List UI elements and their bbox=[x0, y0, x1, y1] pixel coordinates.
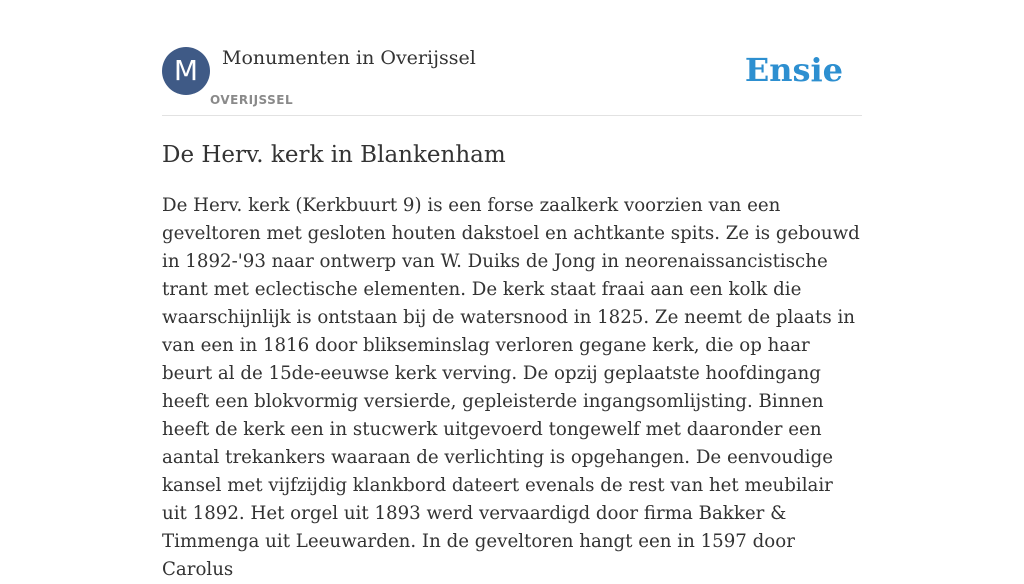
header bbox=[162, 46, 862, 116]
avatar[interactable]: M bbox=[162, 47, 210, 95]
ensie-logo[interactable]: Ensie bbox=[744, 51, 843, 89]
article-body: De Herv. kerk (Kerkbuurt 9) is een forse zaalkerk voorzien van een geveltoren met gesloten houten dakstoel en achtkante spits. Ze is gebouwd in 1892-'93 naar ontwerp van W. Duiks de Jong in neorenaissancistische trant met eclectische elementen. De kerk staat fraai aan een kolk die waarschijnlijk is ontstaan bij de watersnood in 1825. Ze neemt de plaats in van een in 1816 door blikseminslag verloren gegane kerk, die op haar beurt al de 15de-eeuwse kerk verving. De opzij geplaatste hoofdingang heeft een blokvormig versierde, gepleisterde ingangsomlijsting. Binnen heeft de kerk een in stucwerk uitgevoerd tongewelf met daaronder een aantal trekankers waaraan de verlichting is opgehangen. De eenvoudige kansel met vijfzijdig klankbord dateert evenals de rest van het meubilair uit 1892. Het orgel uit 1893 werd vervaardigd door firma Bakker & Timmenga uit Leeuwarden. In de geveltoren hangt een in 1597 door Carolus bbox=[162, 195, 860, 580]
article-title: De Herv. kerk in Blankenham bbox=[162, 142, 506, 168]
book-title-link[interactable]: Monumenten in Overijssel bbox=[222, 47, 476, 69]
header-divider bbox=[162, 115, 862, 116]
category-link[interactable]: OVERIJSSEL bbox=[210, 93, 294, 107]
